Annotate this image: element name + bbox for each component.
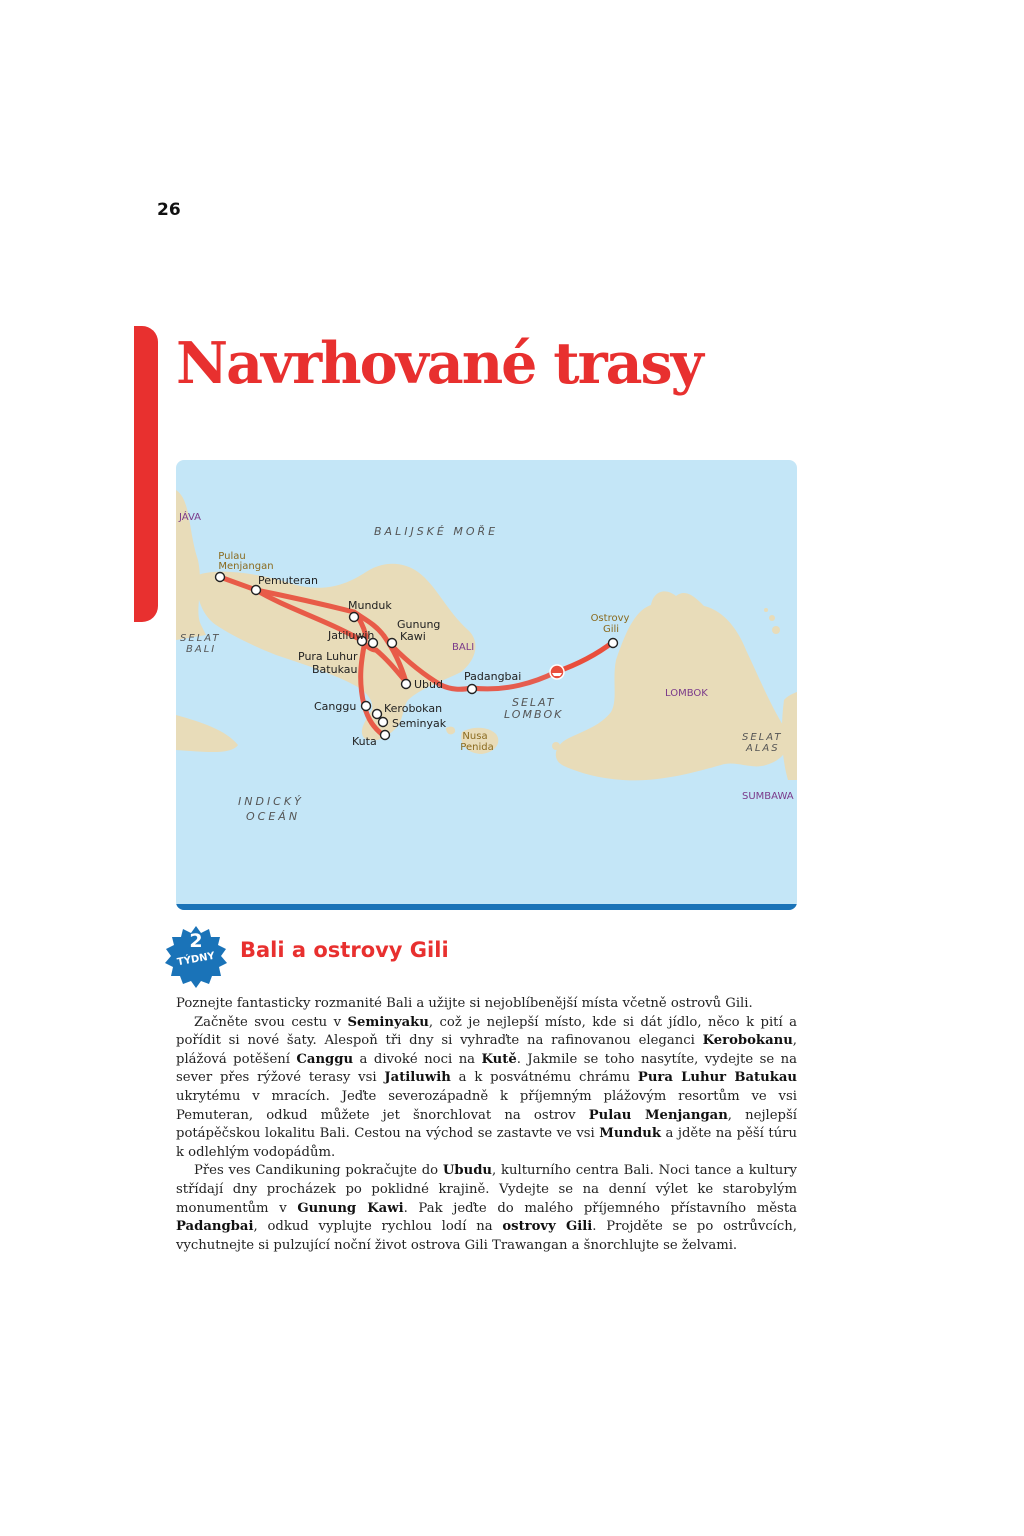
label-selat-lombok-2: LOMBOK <box>504 708 564 721</box>
label-selat-bali-1: SELAT <box>180 633 221 644</box>
label-gili-2: Gili <box>602 624 620 635</box>
highlighted-place: Ubudu <box>442 1163 493 1179</box>
highlighted-place: ostrovy Gili <box>502 1219 593 1235</box>
label-jatiluwih: Jatiluwih <box>328 629 375 642</box>
badge-number: 2 <box>189 930 203 952</box>
label-seminyak: Seminyak <box>392 717 447 730</box>
itinerary-heading: Bali a ostrovy Gili <box>240 938 449 962</box>
highlighted-place: Gunung Kawi <box>297 1200 404 1216</box>
paragraph-1: Poznejte fantasticky rozmanité Bali a užijte si nejoblíbenější místa včetně ostrovů Gili. <box>176 996 753 1011</box>
highlighted-place: Pura Luhur Batukau <box>637 1070 797 1086</box>
itinerary-text <box>176 995 797 1255</box>
route-map <box>176 460 797 910</box>
label-pulau-2: Menjangan <box>218 561 274 572</box>
label-balijske-more: BALIJSKÉ MOŘE <box>374 525 499 538</box>
highlighted-place: Jatiluwih <box>384 1070 451 1086</box>
paragraph-3: Přes ves Candikuning pokračujte do Ubudu, kulturního centra Bali. Noci tance a kultury střídají dny procházek po poklidné krajině. Vydejte se na denní výlet ke starobylým monumentům v Gunung Kawi. Pak jeďte do malého příjemného přístavního města Padangbai, odkud vyplujte rychlou lodí na ostrovy Gili. Projděte se po ostrůvcích, vychutnejte si pulzující noční život ostrova Gili Trawangan a šnorchlujte se želvami. <box>176 1163 797 1253</box>
boat-icon <box>550 665 564 679</box>
highlighted-place: Padangbai <box>176 1219 254 1235</box>
label-nusa-1: Nusa <box>462 731 488 742</box>
label-munduk: Munduk <box>348 599 392 612</box>
label-padangbai: Padangbai <box>464 670 522 683</box>
label-pura-2: Batukau <box>312 663 358 676</box>
highlighted-place: Kerobokanu <box>702 1033 793 1049</box>
label-pulau-1: Pulau <box>218 551 246 562</box>
label-selat-alas-2: ALAS <box>746 743 780 754</box>
label-kerobokan: Kerobokan <box>384 702 443 715</box>
label-kuta: Kuta <box>352 735 377 748</box>
paragraph-2: Začněte svou cestu v Seminyaku, což je nejlepší místo, kde si dát jídlo, něco k pití a pořídit si nové šaty. Alespoň tři dny si vyhraďte na rafinovanou eleganci Kerobokanu, plážová potěšení Canggu a divoké noci na Kutě. Jakmile se toho nasytíte, vydejte se na sever přes rýžové terasy vsi Jatiluwih a k posvátnému chrámu Pura Luhur Batukau ukrytému v mracích. Jeďte severozápadně k příjemným plážovým resortům ve vsi Pemuteran, odkud můžete jet šnorchlovat na ostrov Pulau Menjangan, nejlepší potápěčskou lokalitu Bali. Cestou na východ se zastavte ve vsi Munduk a jděte na pěší túru k odlehlým vodopádům. <box>176 1014 798 1160</box>
label-pemuteran: Pemuteran <box>258 574 319 587</box>
label-sumbawa: SUMBAWA <box>742 791 794 802</box>
label-gunung-1: Gunung <box>397 618 441 631</box>
highlighted-place: Canggu <box>296 1051 354 1067</box>
label-nusa-2: Penida <box>460 742 494 753</box>
label-selat-bali-2: BALI <box>186 644 217 655</box>
label-gunung-2: Kawi <box>400 630 426 643</box>
badge-unit: TÝDNY <box>176 950 216 969</box>
highlighted-place: Pulau Menjangan <box>588 1107 728 1123</box>
label-gili-1: Ostrovy <box>590 613 630 624</box>
label-lombok: LOMBOK <box>665 688 708 699</box>
label-indicky-2: OCEÁN <box>246 810 301 823</box>
highlighted-place: Munduk <box>599 1126 661 1142</box>
duration-badge <box>163 925 229 991</box>
page-title: Navrhované trasy <box>176 330 702 397</box>
chapter-tab <box>134 326 158 622</box>
label-canggu: Canggu <box>314 700 357 713</box>
label-indicky-1: INDICKÝ <box>238 795 304 808</box>
page-number: 26 <box>157 200 181 220</box>
label-bali: BALI <box>452 642 475 653</box>
label-pura-1: Pura Luhur <box>298 650 358 663</box>
highlighted-place: Kutě <box>481 1051 517 1067</box>
label-ubud: Ubud <box>414 678 443 691</box>
highlighted-place: Seminyaku <box>347 1014 429 1030</box>
label-java: JÁVA <box>179 512 202 523</box>
label-selat-lombok-1: SELAT <box>512 696 556 709</box>
map-bottom-bar <box>176 904 797 910</box>
label-selat-alas-1: SELAT <box>742 732 783 743</box>
